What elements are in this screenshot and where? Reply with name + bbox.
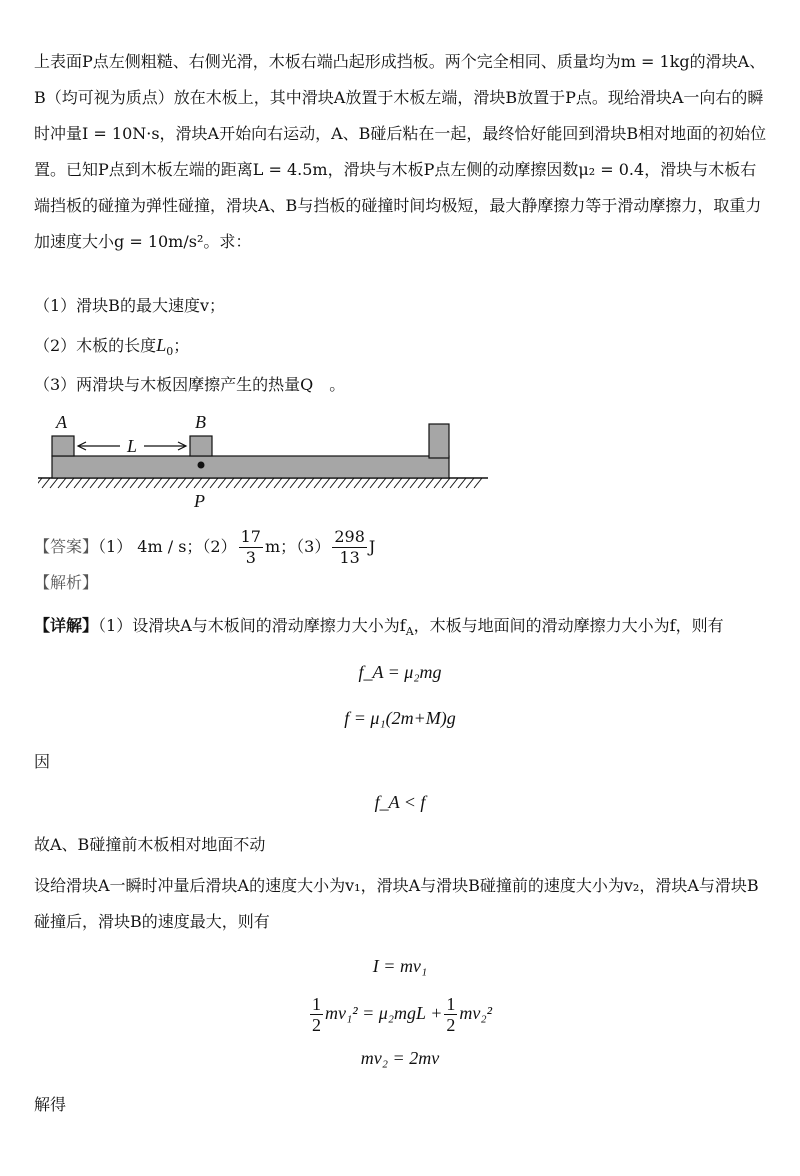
fraction-numerator: 1 — [446, 994, 456, 1015]
label-b: B — [195, 412, 206, 432]
board-diagram — [38, 410, 488, 510]
question-1: （1）滑块B的最大速度v； — [34, 296, 225, 315]
detail-intro-subscript: A — [405, 625, 414, 639]
equation-momentum: mv₂ = 2mv — [360, 1048, 440, 1068]
ground-hatching — [38, 478, 482, 488]
equation-friction-ground: f = μ₁(2m+M)g — [344, 708, 456, 728]
equation-energy — [0, 993, 800, 1035]
length-variable: L — [156, 335, 167, 355]
label-p: P — [194, 491, 205, 510]
answer-part-2-prefix: （2） — [202, 537, 237, 556]
question-2-text: （2）木板的长度 — [34, 336, 157, 355]
solve-text: 解得 — [34, 1095, 67, 1114]
block-a — [52, 436, 74, 456]
half-fraction — [310, 994, 323, 1035]
question-2 — [34, 333, 189, 364]
fraction-denominator: 2 — [446, 1015, 456, 1036]
answer-part-2-unit: m； — [264, 537, 297, 556]
setup-text: 设给滑块A一瞬时冲量后滑块A的速度大小为v₁，滑块A与滑块B碰撞前的速度大小为v₂，滑块A与滑块B碰撞后，滑块B的速度最大，则有 — [34, 876, 759, 931]
answer-part-2-fraction — [239, 527, 263, 568]
equation-inequality: f_A < f — [374, 792, 426, 812]
equation-friction-a: f_A = μ₂mg — [358, 662, 442, 682]
answer-part-3-prefix: （3） — [296, 537, 331, 556]
half-fraction — [444, 994, 457, 1035]
label-l: L — [127, 436, 138, 456]
energy-tail: mv₂² — [459, 1003, 493, 1023]
conclusion-text: 故A、B碰撞前木板相对地面不动 — [34, 835, 266, 854]
question-3: （3）两滑块与木板因摩擦产生的热量Q 。 — [34, 375, 346, 394]
energy-middle: mv₁² = μ₂mgL + — [324, 1003, 443, 1023]
fraction-numerator: 1 — [311, 994, 321, 1015]
length-subscript: 0 — [166, 345, 174, 359]
because-text: 因 — [34, 752, 51, 771]
point-p-dot — [198, 462, 205, 469]
detail-intro — [34, 614, 724, 644]
detail-intro-text: （1）设滑块A与木板间的滑动摩擦力大小为f — [98, 616, 406, 635]
answer-label: 【答案】 — [34, 537, 99, 556]
fraction-denominator: 2 — [311, 1015, 321, 1036]
detail-intro-tail: ，木板与地面间的滑动摩擦力大小为f，则有 — [413, 616, 724, 635]
board-stopper — [429, 424, 449, 458]
problem-statement: 上表面P点左侧粗糙、右侧光滑，木板右端凸起形成挡板。两个完全相同、质量均为m = 1kg的滑块A、B（均可视为质点）放在木板上，其中滑块A放置于木板左端，滑块B放置于P点。现给滑块A一向右的瞬时冲量I = 10N·s，滑块A开始向右运动，A、B碰后粘在一起，最终恰好能回到滑块B相对地面的初始位置。已知P点到木板左端的距离L = 4.5m，滑块与木板P点左侧的动摩擦因数μ₂ = 0.4，滑块与木板右端挡板的碰撞为弹性碰撞，滑块A、B与挡板的碰撞时间均极短，最大静摩擦力等于滑动摩擦力，取重力加速度大小g = 10m/s²。求： — [34, 52, 767, 251]
wooden-board — [52, 456, 449, 478]
equation-impulse: I = mv₁ — [372, 956, 428, 976]
answer-part-1: （1） 4m / s； — [98, 537, 203, 556]
fraction-numerator: 298 — [334, 527, 365, 546]
answer-part-3-unit: J — [368, 537, 376, 556]
analysis-label: 【解析】 — [34, 573, 99, 592]
block-b — [190, 436, 212, 456]
fraction-numerator: 17 — [240, 527, 261, 546]
answer-part-3-fraction — [332, 527, 367, 568]
question-2-suffix: ； — [173, 336, 190, 355]
fraction-denominator: 13 — [339, 548, 360, 567]
detail-label: 【详解】 — [34, 616, 99, 635]
answer-line — [34, 523, 375, 571]
fraction-denominator: 3 — [245, 548, 256, 567]
label-a: A — [56, 412, 67, 432]
